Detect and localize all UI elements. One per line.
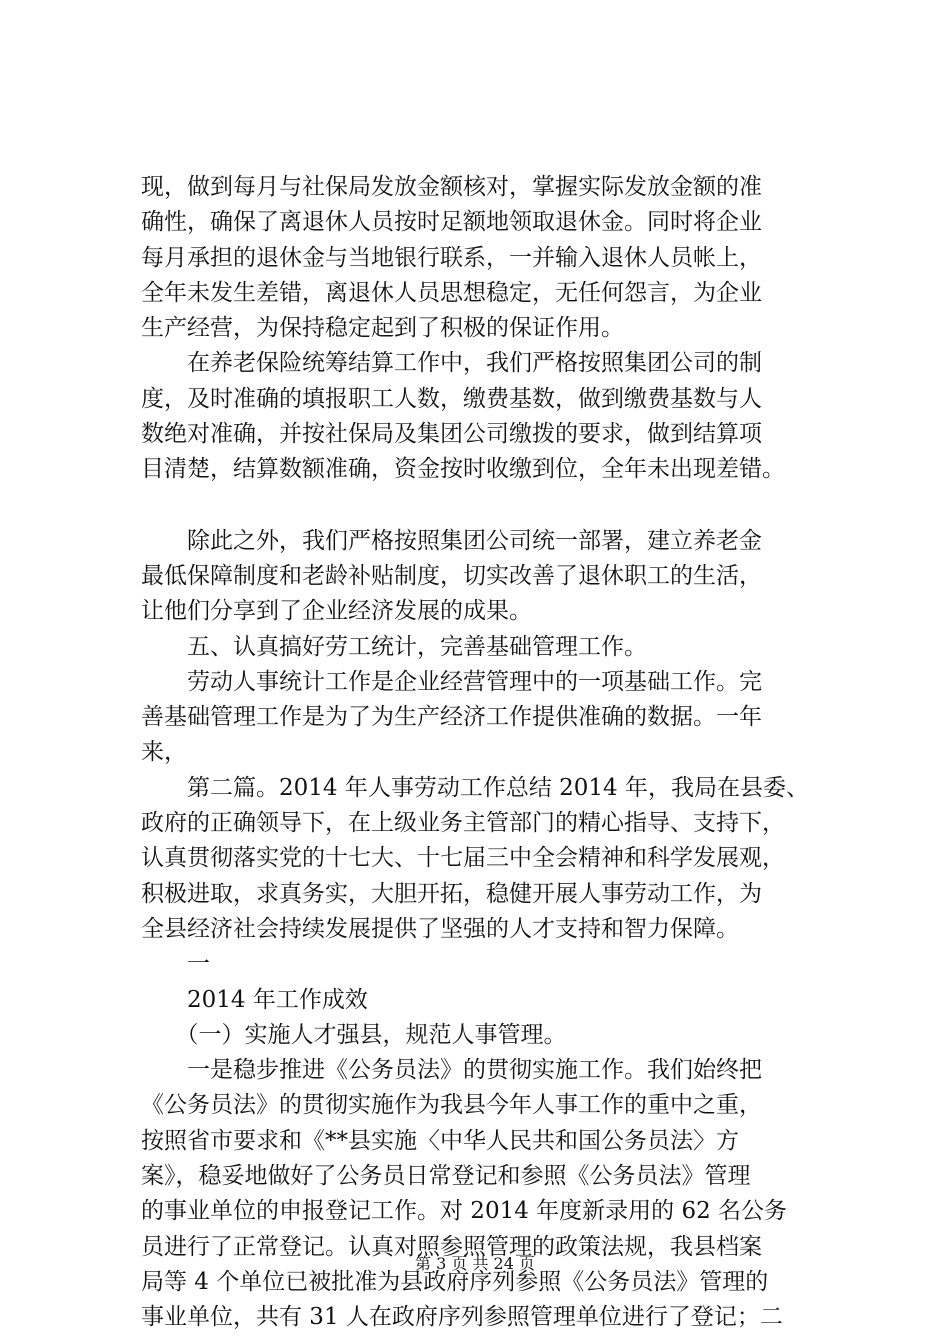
text-line: 善基础管理工作是为了为生产经济工作提供准确的数据。一年 [141, 704, 762, 731]
text-line: 的事业单位的申报登记工作。对 2014 年度新录用的 62 名公务 [141, 1198, 788, 1225]
text-line: 案》，稳妥地做好了公务员日常登记和参照《公务员法》管理 [141, 1163, 751, 1190]
text-line: 来， [141, 739, 187, 766]
text-line: 政府的正确领导下，在上级业务主管部门的精心指导、支持下， [141, 810, 785, 837]
section-heading: 五、认真搞好劳工统计，完善基础管理工作。 [141, 633, 647, 660]
text-line: 按照省市要求和《**县实施〈中华人民共和国公务员法〉方 [141, 1127, 739, 1154]
text-line: 《公务员法》的贯彻实施作为我县今年人事工作的重中之重， [141, 1092, 762, 1119]
text-line: 局等 4 个单位已被批准为县政府序列参照《公务员法》管理的 [141, 1268, 769, 1295]
text-line: 数绝对准确，并按社保局及集团公司缴拨的要求，做到结算项 [141, 421, 762, 448]
text-line: 除此之外，我们严格按照集团公司统一部署，建立养老金 [141, 527, 762, 554]
section-number: 一 [141, 951, 210, 978]
text-line: 全年未发生差错，离退休人员思想稳定，无任何怨言，为企业 [141, 279, 762, 306]
text-line: 积极进取，求真务实，大胆开拓，稳健开展人事劳动工作，为 [141, 880, 762, 907]
page-footer: 第 3 页 共 24 页 [415, 1254, 535, 1273]
text-line: 确性，确保了离退休人员按时足额地领取退休金。同时将企业 [141, 209, 762, 236]
text-line: 员进行了正常登记。认真对照参照管理的政策法规，我县档案 [141, 1233, 762, 1260]
text-line: 认真贯彻落实党的十七大、十七届三中全会精神和科学发展观， [141, 845, 785, 872]
text-line: 度，及时准确的填报职工人数，缴费基数，做到缴费基数与人 [141, 385, 762, 412]
text-line: 目清楚，结算数额准确，资金按时收缴到位，全年未出现差错。 [141, 456, 785, 483]
text-line: 最低保障制度和老龄补贴制度，切实改善了退休职工的生活， [141, 562, 762, 589]
text-line: 让他们分享到了企业经济发展的成果。 [141, 598, 532, 625]
text-line: 每月承担的退休金与当地银行联系，一并输入退休人员帐上， [141, 244, 762, 271]
text-line: 在养老保险统筹结算工作中，我们严格按照集团公司的制 [141, 350, 762, 377]
text-line: 全县经济社会持续发展提供了坚强的人才支持和智力保障。 [141, 915, 739, 942]
text-line: 一是稳步推进《公务员法》的贯彻实施工作。我们始终把 [141, 1057, 762, 1084]
text-line: 劳动人事统计工作是企业经营管理中的一项基础工作。完 [141, 668, 762, 695]
section-heading: 2014 年工作成效 [141, 986, 368, 1013]
text-line: 现，做到每月与社保局发放金额核对，掌握实际发放金额的准 [141, 174, 762, 200]
text-line: 事业单位，共有 31 人在政府序列参照管理单位进行了登记；二 [141, 1304, 783, 1331]
blank-line [141, 488, 841, 524]
text-line: 生产经营，为保持稳定起到了积极的保证作用。 [141, 315, 624, 342]
subsection-heading: （一）实施人才强县，规范人事管理。 [141, 1021, 567, 1048]
body-text [141, 170, 841, 1336]
text-line: 第二篇。2014 年人事劳动工作总结 2014 年，我局在县委、 [141, 774, 809, 801]
